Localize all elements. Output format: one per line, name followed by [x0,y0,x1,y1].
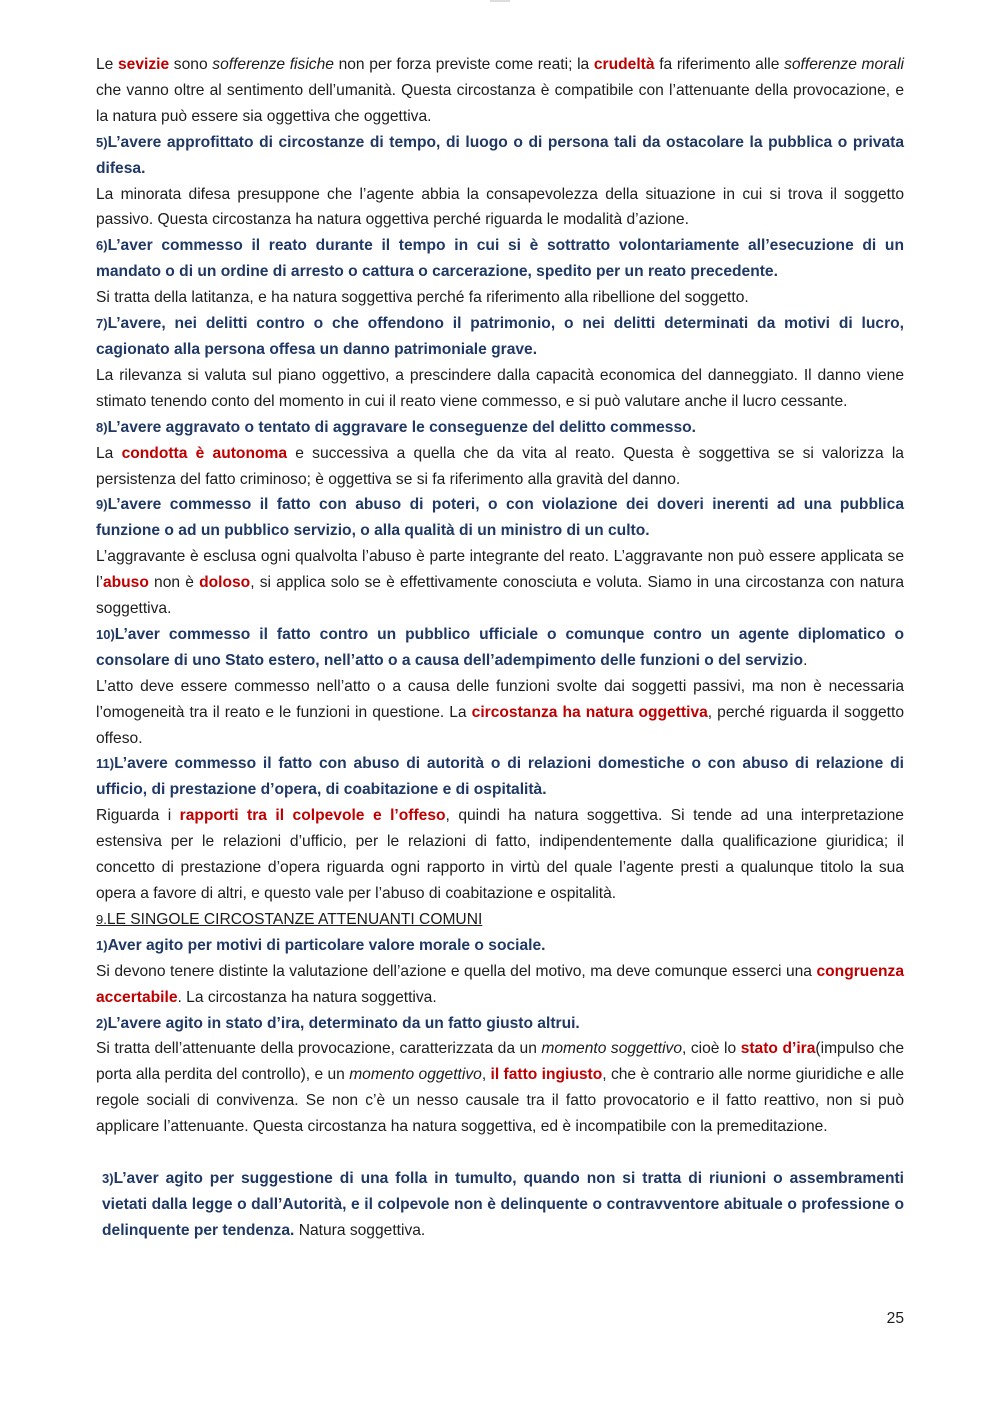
italic-term: sofferenze morali [784,56,904,73]
body-aggravante-5: La minorata difesa presuppone che l’agente abbia la consapevolezza della situazione in cui si trova il soggetto passivo. Questa circostanza ha natura oggettiva perché riguarda le modalità d’azione. [96,185,904,229]
highlight-crudelta: crudeltà [593,56,655,73]
body-aggravante-8 [96,441,904,493]
section-title: LE SINGOLE CIRCOSTANZE ATTENUANTI COMUNI [106,910,483,928]
highlight-term: circostanza ha natura oggettiva [471,703,708,721]
italic-term: momento oggettivo [349,1066,482,1084]
paragraph-sevizie [96,52,904,130]
heading-text: L’aver commesso il fatto contro un pubblico ufficiale o comunque contro un agente diplomatico o consolare di uno Stato estero, nell’atto o a causa dell’adempimento delle funzioni o del servizio [96,625,904,669]
text: , che è contrario alle norme giuridiche e alle regole sociali di convivenza. Se non c’è un nesso causale tra il fatto provocatorio e il fatto reattivo, non si può applicare l’attenuante. Questa circostanza ha natura soggettiva, ed è incompatibile con la premeditazione. [96,1066,904,1136]
heading-attenuante-3 [96,1166,904,1244]
text: che vanno oltre al sentimento dell’umanità. Questa circostanza è compatibile con l’attenuante della provocazione, e la natura può essere sia oggettiva che oggettiva. [96,81,904,125]
text: non per forza previste come reati; la [333,56,594,73]
body-aggravante-11 [96,803,904,907]
item-number: 5) [96,134,108,150]
heading-text: L’avere commesso il fatto con abuso di poteri, o con violazione dei doveri inerenti ad una pubblica funzione o ad un pubblico servizio, o alla qualità di un ministro di un culto. [96,496,904,540]
text: , cioè lo [682,1040,741,1058]
body-aggravante-9 [96,544,904,622]
item-number: 7) [96,316,108,332]
heading-aggravante-8 [96,415,904,441]
body-aggravante-10 [96,674,904,752]
text: , quindi ha natura soggettiva. Si tende ad una interpretazione estensiva per le relazioni d’ufficio, per le relazioni di fatto, indipendentemente dalla qualificazione giuridica; il concetto di prestazione d’opera riguarda ogni rapporto in virtù del quale l’agente presti a qualunque titolo la sua opera a favore di altri, e questo vale per l’abuso di coabitazione e ospitalità. [96,807,904,902]
section-number: 9. [96,911,107,927]
heading-aggravante-11 [96,751,904,803]
highlight-term: rapporti tra il colpevole e l’offeso [179,807,446,825]
italic-term: momento soggettivo [541,1040,683,1058]
highlight-term: il fatto ingiusto [490,1066,603,1084]
text: La [96,444,122,462]
heading-aggravante-6 [96,233,904,285]
header-mark [490,0,510,2]
highlight-term: condotta è autonoma [121,444,288,462]
heading-aggravante-9 [96,492,904,544]
body-aggravante-7: La rilevanza si valuta sul piano oggettivo, a prescindere dalla capacità economica del danneggiato. Il danno viene stimato tenendo conto del momento in cui il reato viene commesso, e si può valutare anche il lucro cessante. [96,366,904,410]
text: fa riferimento alle [654,56,785,73]
text: Le [96,56,118,73]
highlight-term: abuso [102,574,149,592]
text: , si applica solo se è effettivamente conosciuta e voluta. Siamo in una circostanza con natura soggettiva. [96,574,904,618]
body-attenuante-1 [96,959,904,1011]
text: Si devono tenere distinte la valutazione dell’azione e quella del motivo, ma deve comunque esserci una [96,962,817,980]
spacer [96,1140,904,1166]
section-heading-attenuanti [96,907,904,933]
highlight-term: doloso [199,574,251,592]
heading-attenuante-2 [96,1011,904,1037]
text: . La circostanza ha natura soggettiva. [177,988,437,1006]
item-number: 2) [96,1015,108,1031]
item-number: 8) [96,419,108,435]
heading-text: L’aver agito per suggestione di una folla in tumulto, quando non si tratta di riunioni o assembramenti vietati dalla legge o dall’Autorità, e il colpevole non è delinquente o contravventore abituale o professione o delinquente per tendenza. [102,1170,904,1239]
heading-text: L’avere, nei delitti contro o che offendono il patrimonio, o nei delitti determinati da motivi di lucro, cagionato alla persona offesa un danno patrimoniale grave. [96,315,904,358]
body-aggravante-6: Si tratta della latitanza, e ha natura soggettiva perché fa riferimento alla ribellione del soggetto. [96,289,749,307]
item-number: 11) [96,756,115,772]
heading-text: L’avere aggravato o tentato di aggravare le conseguenze del delitto commesso. [107,418,696,436]
highlight-sevizie: sevizie [118,56,170,73]
text: sono [169,56,213,73]
item-number: 6) [96,238,108,254]
text: (impulso che porta alla perdita del controllo), e un [96,1040,905,1084]
text: Natura soggettiva. [298,1221,426,1239]
text: Riguarda i [96,807,180,825]
item-number: 1) [96,937,108,953]
heading-attenuante-1 [96,933,904,959]
heading-text: L’aver commesso il reato durante il tempo in cui si è sottratto volontariamente all’esecuzione di un mandato o di un ordine di arresto o cattura o carcerazione, spedito per un reato precedente. [96,237,904,281]
heading-aggravante-7 [96,311,904,363]
item-number: 3) [102,1171,114,1187]
text: non è [148,574,200,592]
heading-text: L’avere approfittato di circostanze di tempo, di luogo o di persona tali da ostacolare la pubblica o privata difesa. [96,133,904,177]
heading-text: Aver agito per motivi di particolare valore morale o sociale. [107,936,546,954]
highlight-term: stato d’ira [740,1040,816,1058]
item-number: 9) [96,497,108,513]
text: , perché riguarda il soggetto offeso. [96,703,904,747]
document-page [96,52,904,1244]
text: , [481,1066,491,1084]
page-number: 25 [886,1310,904,1327]
body-attenuante-2 [96,1036,904,1140]
item-number: 10) [96,626,115,642]
highlight-term: congruenza accertabile [96,962,904,1006]
heading-aggravante-10 [96,622,904,674]
heading-text: L’avere agito in stato d’ira, determinato da un fatto giusto altrui. [107,1014,580,1032]
text: Si tratta dell’attenuante della provocazione, caratterizzata da un [96,1040,542,1058]
text: L’atto deve essere commesso nell’atto o a causa delle funzioni svolte dai soggetti passivi, ma non è necessaria l’omogeneità tra il reato e le funzioni in questione. La [96,677,904,721]
heading-text: L’avere commesso il fatto con abuso di autorità o di relazioni domestiche o con abuso di relazione di ufficio, di prestazione d’opera, di coabitazione e di ospitalità. [96,755,904,799]
text: e successiva a quella che da vita al reato. Questa è soggettiva se si valorizza la persistenza del fatto criminoso; è oggettiva se si fa riferimento alla gravità del danno. [96,444,904,488]
text: . [803,651,808,669]
italic-term: sofferenze fisiche [212,56,334,73]
text: L’aggravante è esclusa ogni qualvolta l’abuso è parte integrante del reato. L’aggravante non può essere applicata se l’ [96,548,904,592]
heading-aggravante-5 [96,130,904,182]
